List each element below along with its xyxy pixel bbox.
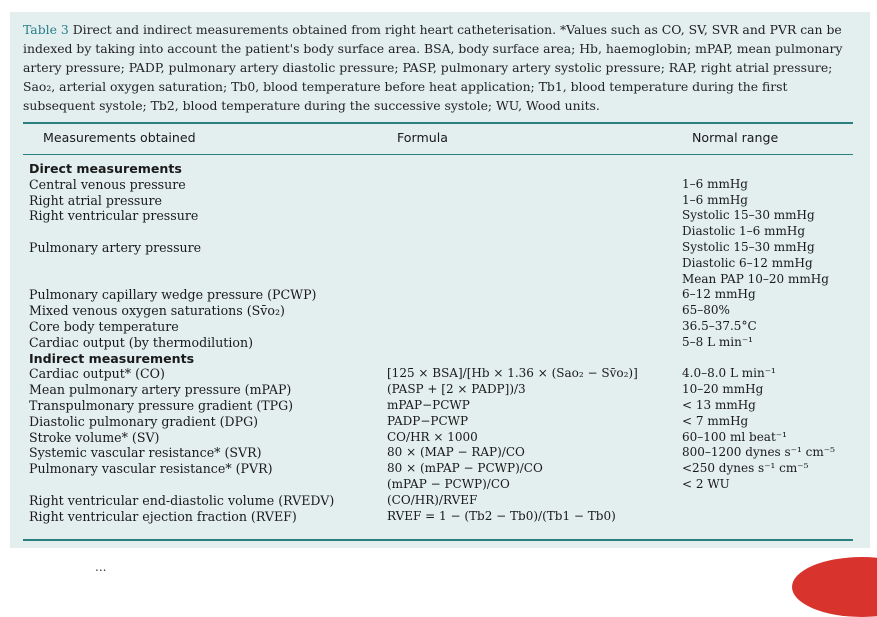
table-row (23, 272, 853, 288)
header-formula: Formula (397, 130, 448, 145)
formula-cell: mPAP−PCWP (387, 398, 470, 412)
measurement-cell: Stroke volume* (SV) (29, 429, 160, 445)
measurement-cell: Cardiac output* (CO) (29, 366, 165, 382)
measurement-cell: Right ventricular pressure (29, 208, 199, 224)
section-row (23, 161, 853, 177)
normal-range-cell: < 2 WU (682, 477, 730, 491)
normal-range-cell: < 13 mmHg (682, 398, 756, 412)
measurement-cell: Pulmonary artery pressure (29, 240, 202, 255)
table-row (23, 224, 853, 240)
normal-range-cell: Systolic 15–30 mmHg (682, 240, 815, 254)
caption-text: Direct and indirect measurements obtained from right heart catheterisation. *Values such as CO, SV, SVR and PVR can be indexed by taking into account the patient's body surface area. BSA, body surface area; Hb, haemoglobin; mPAP, mean pulmonary artery pressure; PADP, pulmonary artery diastolic pressure; PASP, pulmonary artery systolic pressure; RAP, right atrial pressure; Sao₂, arterial oxygen saturation; Tb0, blood temperature before heat application; Tb1, blood temperature during the first subsequent systole; Tb2, blood temperature during the successive systole; WU, Wood units. (23, 22, 843, 113)
formula-cell: PADP−PCWP (387, 413, 469, 428)
table-row (23, 335, 853, 351)
table-row (23, 445, 853, 461)
measurement-cell: Right ventricular ejection fraction (RVEF) (29, 508, 297, 524)
normal-range-cell: 10–20 mmHg (682, 382, 764, 397)
measurement-cell: Systemic vascular resistance* (SVR) (29, 445, 262, 461)
formula-cell: RVEF = 1 − (Tb2 − Tb0)/(Tb1 − Tb0) (387, 508, 616, 523)
table-row (23, 177, 853, 193)
table-row (23, 430, 853, 446)
table-row (23, 287, 853, 303)
normal-range-cell: Mean PAP 10–20 mmHg (682, 271, 829, 286)
normal-range-cell: 800–1200 dynes s⁻¹ cm⁻⁵ (682, 445, 835, 460)
table-row (23, 256, 853, 272)
table-row (23, 509, 853, 525)
measurement-cell: Core body temperature (29, 319, 179, 334)
normal-range-cell: 65–80% (682, 303, 730, 318)
decorative-red-shape (792, 557, 877, 617)
normal-range-cell: 1–6 mmHg (682, 176, 748, 191)
normal-range-cell: 36.5–37.5°C (682, 319, 757, 333)
measurement-cell: Mixed venous oxygen saturations (Sv̄o₂) (29, 303, 285, 319)
formula-cell: [125 × BSA]/[Hb × 1.36 × (Sao₂ − Sv̄o₂)] (387, 366, 638, 381)
section-row (23, 351, 853, 367)
normal-range-cell: 5–8 L min⁻¹ (682, 334, 753, 349)
table-row (23, 382, 853, 398)
header-normal-range: Normal range (692, 130, 779, 145)
table-label: Table 3 (23, 22, 69, 37)
table-row (23, 477, 853, 493)
measurement-cell: Right ventricular end-diastolic volume (RVEDV) (29, 492, 335, 508)
measurement-cell: Pulmonary vascular resistance* (PVR) (29, 461, 273, 477)
normal-range-cell: Diastolic 1–6 mmHg (682, 224, 806, 239)
normal-range-cell: 4.0–8.0 L min⁻¹ (682, 366, 776, 381)
formula-cell: (mPAP − PCWP)/CO (387, 477, 510, 491)
normal-range-cell: 1–6 mmHg (682, 192, 748, 207)
table-row (23, 366, 853, 382)
normal-range-cell: Diastolic 6–12 mmHg (682, 255, 813, 270)
normal-range-cell: 60–100 ml beat⁻¹ (682, 429, 787, 444)
measurement-cell: Cardiac output (by thermodilution) (29, 334, 253, 350)
table-row (23, 303, 853, 319)
table-row (23, 493, 853, 509)
measurement-cell: Mean pulmonary artery pressure (mPAP) (29, 382, 292, 398)
formula-cell: (PASP + [2 × PADP])/3 (387, 382, 526, 397)
measurement-cell: Indirect measurements (29, 350, 195, 366)
table-row (23, 208, 853, 224)
table-row (23, 319, 853, 335)
header-measurements: Measurements obtained (43, 130, 196, 145)
table-row (23, 398, 853, 414)
formula-cell: (CO/HR)/RVEF (387, 492, 478, 507)
table-row (23, 193, 853, 209)
normal-range-cell: < 7 mmHg (682, 413, 749, 428)
table-panel (10, 12, 870, 548)
measurement-cell: Diastolic pulmonary gradient (DPG) (29, 413, 259, 429)
formula-cell: CO/HR × 1000 (387, 429, 478, 444)
measurement-cell: Central venous pressure (29, 176, 186, 192)
table-caption (23, 20, 863, 115)
measurement-cell: Right atrial pressure (29, 192, 162, 208)
table-row (23, 461, 853, 477)
formula-cell: 80 × (mPAP − PCWP)/CO (387, 461, 543, 476)
normal-range-cell: 6–12 mmHg (682, 287, 756, 302)
measurement-cell: Direct measurements (29, 161, 182, 176)
formula-cell: 80 × (MAP − RAP)/CO (387, 445, 525, 460)
table-row (23, 240, 853, 256)
body-text-fragment: ... (95, 560, 107, 574)
normal-range-cell: Systolic 15–30 mmHg (682, 208, 815, 223)
table-row (23, 414, 853, 430)
measurements-table (23, 122, 853, 541)
normal-range-cell: <250 dynes s⁻¹ cm⁻⁵ (682, 461, 809, 476)
table-header (23, 124, 853, 155)
measurement-cell: Transpulmonary pressure gradient (TPG) (29, 398, 294, 413)
measurement-cell: Pulmonary capillary wedge pressure (PCWP) (29, 287, 317, 303)
